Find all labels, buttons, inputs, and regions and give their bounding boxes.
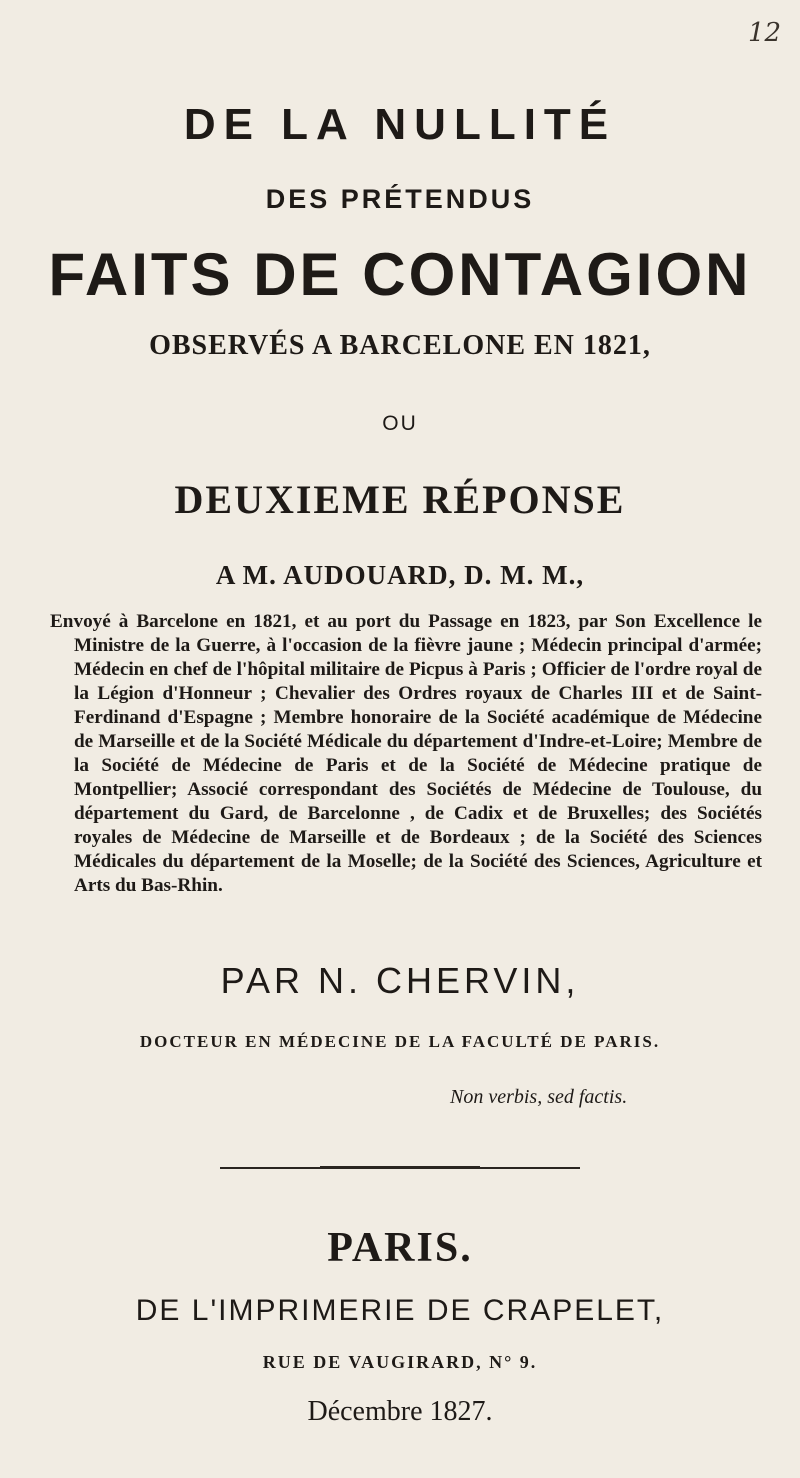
title-line-3: FAITS DE CONTAGION: [48, 241, 752, 308]
divider-rule: [220, 1167, 580, 1169]
title-line-7: A M. AUDOUARD, D. M. M.,: [215, 560, 585, 590]
imprint-city: PARIS.: [327, 1225, 473, 1271]
motto: Non verbis, sed factis.: [450, 1086, 628, 1108]
title-line-4: OBSERVÉS A BARCELONE EN 1821,: [149, 330, 651, 361]
title-line-6: DEUXIEME RÉPONSE: [174, 477, 626, 522]
imprint-printer: DE L'IMPRIMERIE DE CRAPELET,: [135, 1294, 665, 1327]
addressee-biography: Envoyé à Barcelone en 1821, et au port du Passage en 1823, par Son Excellence le Ministre de la Guerre, à l'occasion de la fièvre jaune ; Médecin principal d'armée; Médecin en chef de l'hôpital militaire de Picpus à Paris ; Officier de l'ordre royal de la Légion d'Honneur ; Chevalier des Ordres royaux de Charles III et de Saint-Ferdinand d'Espagne ; Membre honoraire de la Société académique de Médecine de Marseille et de la Société Médicale du département d'Indre-et-Loire; Membre de la Société de Médecine de Paris et de la Société de Médecine pratique de Montpellier; Associé correspondant des Sociétés de Médecine de Toulouse, du département du Gard, de Barcelonne , de Cadix et de Bruxelles; des Sociétés royales de Médecine de Marseille et de Bordeaux ; de la Société des Sciences Médicales du département de la Moselle; de la Société des Sciences, Agriculture et Arts du Bas-Rhin.: [50, 611, 762, 896]
author-name: PAR N. CHERVIN,: [220, 960, 580, 1001]
imprint-date: Décembre 1827.: [307, 1396, 493, 1427]
imprint-address: RUE DE VAUGIRARD, N° 9.: [262, 1352, 538, 1372]
title-line-1: DE LA NULLITÉ: [183, 100, 617, 149]
author-title: DOCTEUR EN MÉDECINE DE LA FACULTÉ DE PARIS.: [139, 1032, 661, 1051]
title-line-5: OU: [382, 412, 418, 435]
title-line-2: DES PRÉTENDUS: [265, 184, 535, 214]
handwritten-page-number: 12: [748, 18, 782, 48]
